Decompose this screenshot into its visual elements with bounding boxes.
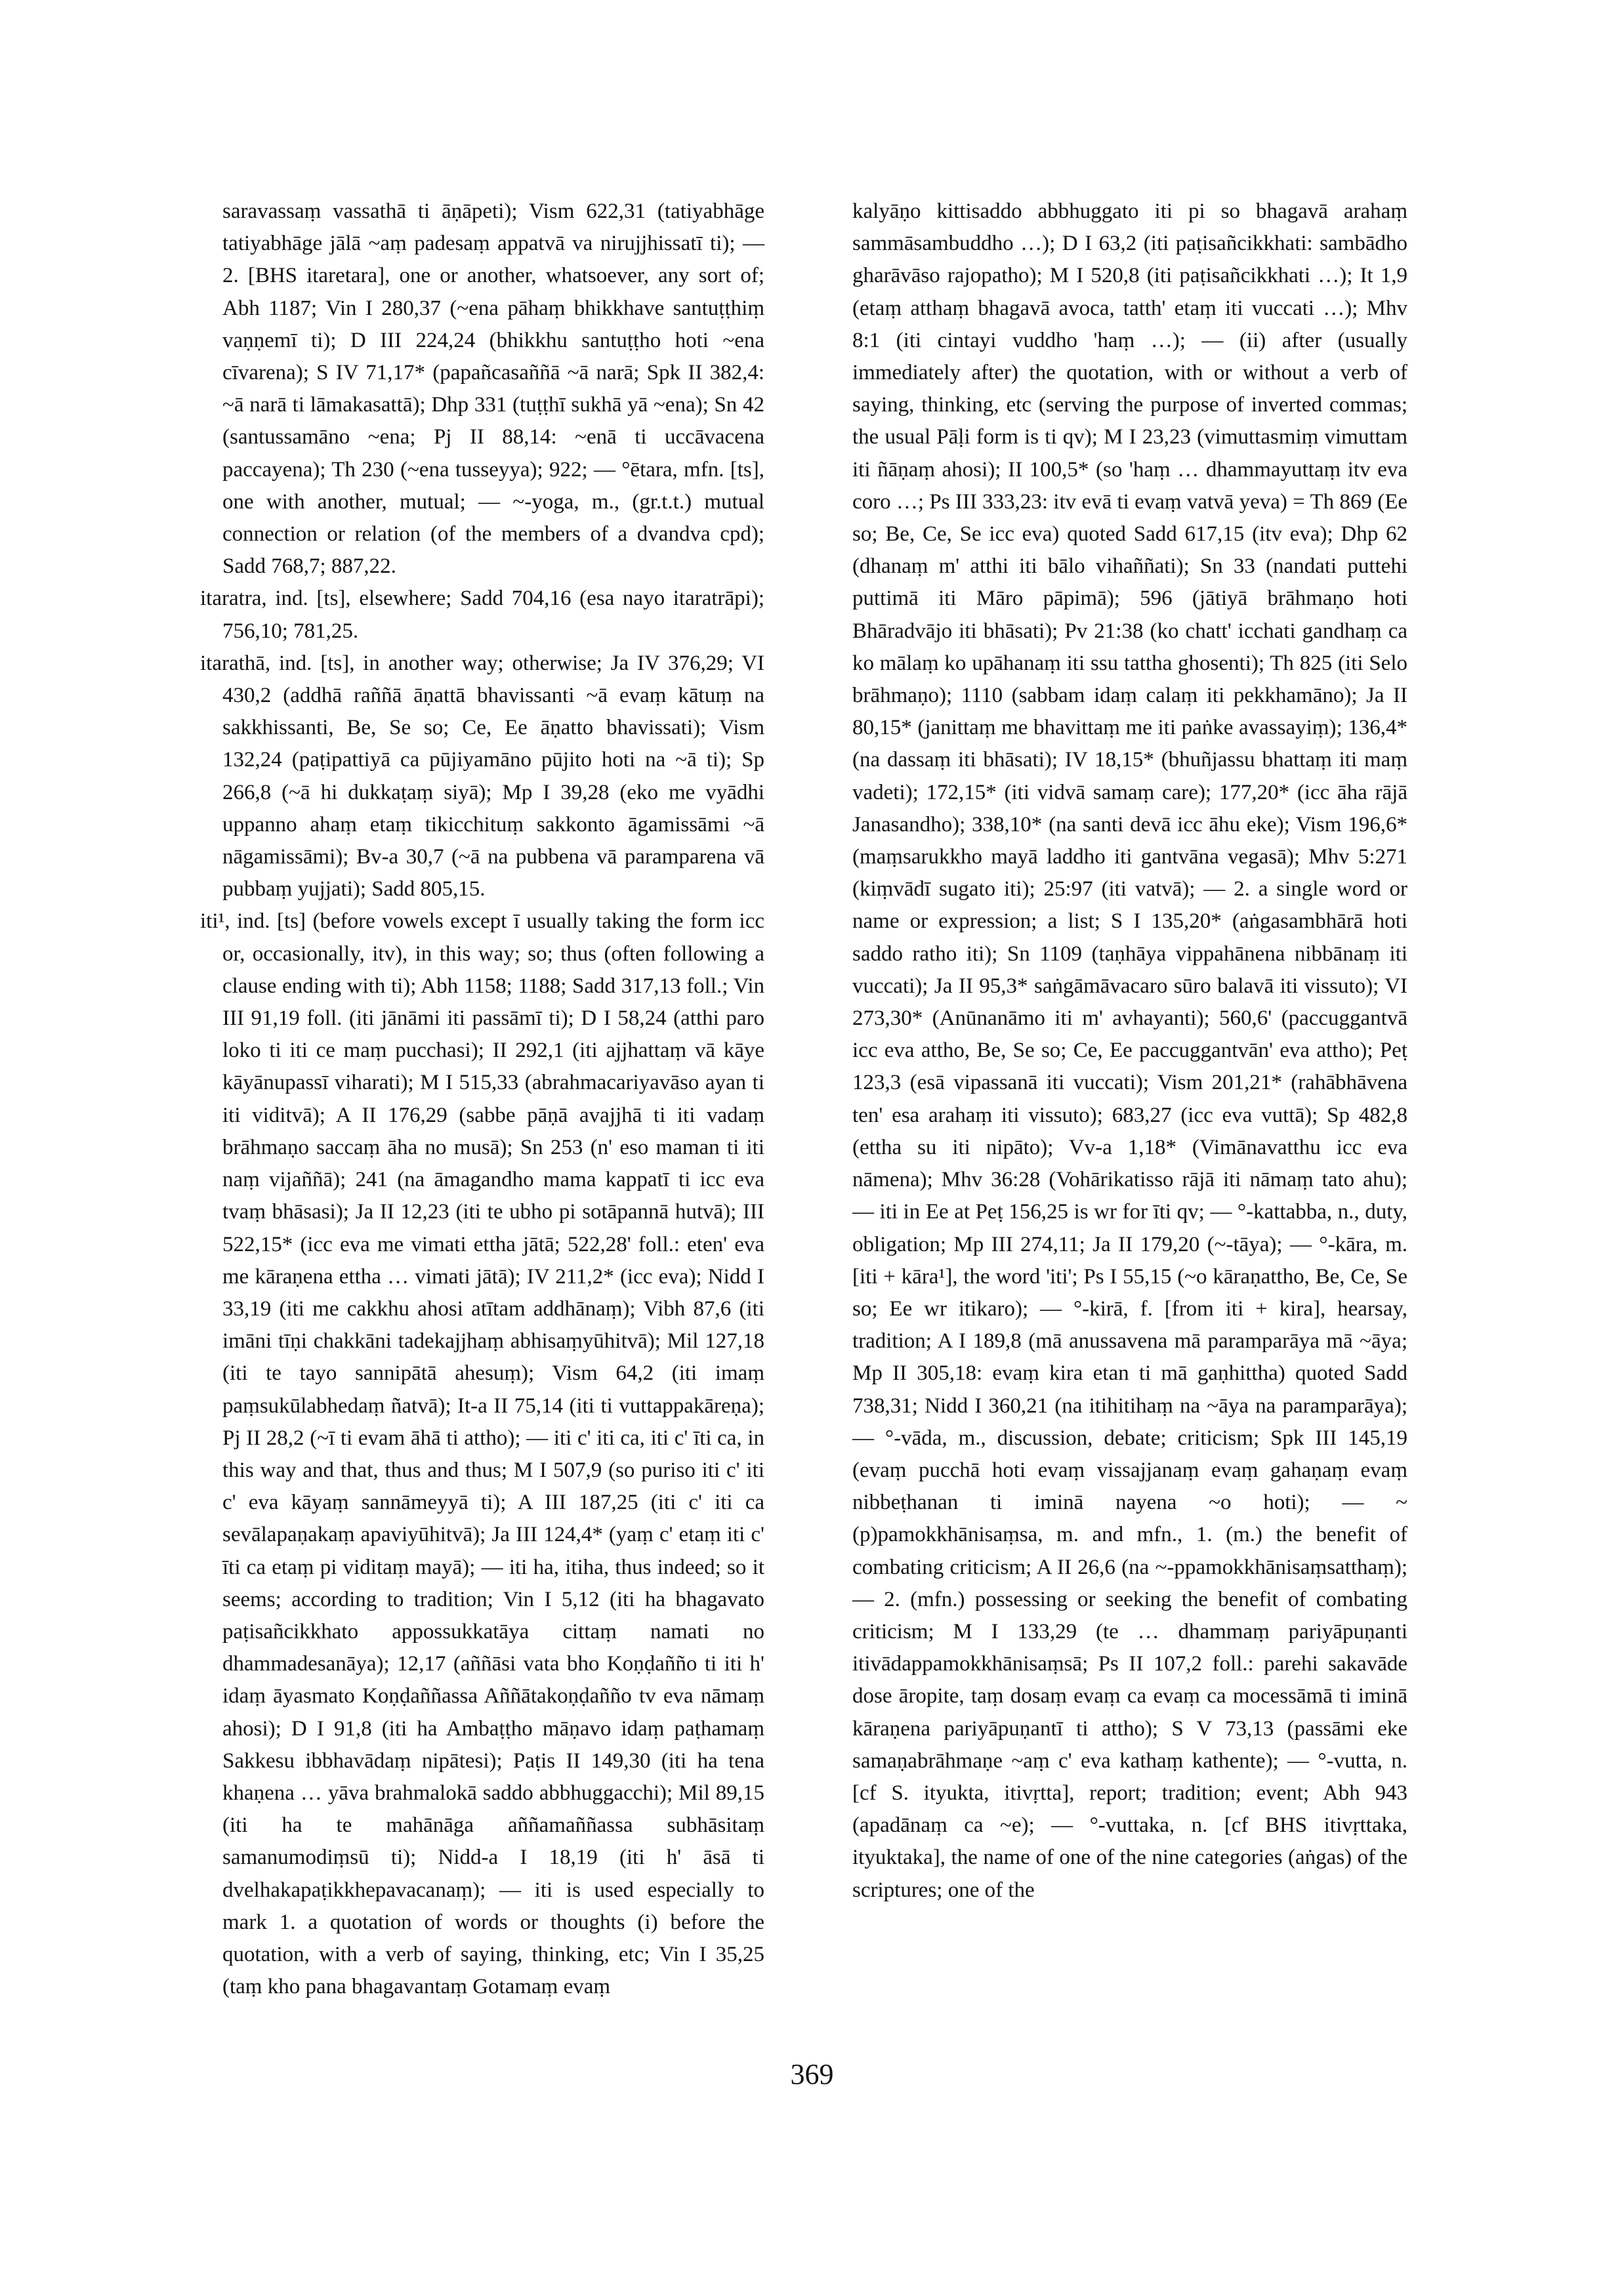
left-column: [200, 196, 764, 2003]
right-continuation-paragraph: kalyāṇo kittisaddo abbhuggato iti pi so bhagavā arahaṃ sammāsambuddho …); D I 63,2 (iti paṭisañcikkhati: sambādho gharāvāso rajopatho); M I 520,8 (iti paṭisañcikkhati …); It 1,9 (etaṃ atthaṃ bhagavā avoca, tatth' etaṃ iti vuccati …); Mhv 8:1 (iti cintayi vuddho 'haṃ …); — (ii) after (usually immediately after) the quotation, with or without a verb of saying, thinking, etc (serving the purpose of inverted commas; the usual Pāḷi form is ti qv); M I 23,23 (vimuttasmiṃ vimuttam iti ñāṇaṃ ahosi); II 100,5* (so 'haṃ … dhammayuttaṃ itv eva coro …; Ps III 333,23: itv evā ti evaṃ vatvā yeva) = Th 869 (Ee so; Be, Ce, Se icc eva) quoted Sadd 617,15 (itv eva); Dhp 62 (dhanaṃ m' atthi iti bālo vihaññati); Sn 33 (nandati puttehi puttimā iti Māro pāpimā); 596 (jātiyā brāhmaṇo hoti Bhāradvājo iti bhāsati); Pv 21:38 (ko chatt' icchati gandhaṃ ca ko mālaṃ ko upāhanaṃ iti ssu tattha ghosenti); Th 825 (iti Selo brāhmaṇo); 1110 (sabbam idaṃ calaṃ iti pekkhamāno); Ja II 80,15* (janittaṃ me bhavittaṃ me iti paṅke avassayiṃ); 136,4* (na dassaṃ iti bhāsati); IV 18,15* (bhuñjassu bhattaṃ iti maṃ vadeti); 172,15* (iti vidvā samaṃ care); 177,20* (icc āha rājā Janasandho); 338,10* (na santi devā icc āhu eke); Vism 196,6* (maṃsarukkho mayā laddho iti gantvāna vegasā); Mhv 5:271 (kiṃvādī sugato iti); 25:97 (iti vatvā); — 2. a single word or name or expression; a list; S I 135,20* (aṅgasambhārā hoti saddo ratho iti); Sn 1109 (taṇhāya vippahānena nibbānaṃ iti vuccati); Ja II 95,3* saṅgāmāvacaro sūro balavā iti vissuto); VI 273,30* (Anūnanāmo iti m' avhayanti); 560,6' (paccuggantvā icc eva attho, Be, Se so; Ce, Ee paccuggantvān' eva attho); Peṭ 123,3 (esā vipassanā iti vuccati); Vism 201,21* (rahābhāvena ten' esa arahaṃ iti vissuto); 683,27 (icc eva vuttā); Sp 482,8 (ettha su iti nipāto); Vv-a 1,18* (Vimānavatthu icc eva nāmena); Mhv 36:28 (Vohārikatisso rājā iti nāmaṃ tato ahu); — iti in Ee at Peṭ 156,25 is wr for īti qv; — °-kattabba, n., duty, obligation; Mp III 274,11; Ja II 179,20 (~-tāya); — °-kāra, m. [iti + kāra¹], the word 'iti'; Ps I 55,15 (~o kāraṇattho, Be, Ce, Se so; Ee wr itikaro); — °-kirā, f. [from iti + kira], hearsay, tradition; A I 189,8 (mā anussavena mā paramparāya mā ~āya; Mp II 305,18: evaṃ kira etan ti mā gaṇhittha) quoted Sadd 738,31; Nidd I 360,21 (na itihitihaṃ na ~āya na paramparāya); — °-vāda, m., discussion, debate; criticism; Spk III 145,19 (evaṃ pucchā hoti evaṃ vissajjanaṃ evaṃ gahaṇaṃ evaṃ nibbeṭhanan ti iminā nayena ~o hoti); — ~(p)pamokkhānisaṃsa, m. and mfn., 1. (m.) the benefit of combating criticism; A II 26,6 (na ~-ppamokkhānisaṃsatthaṃ); — 2. (mfn.) possessing or seeking the benefit of combating criticism; M I 133,29 (te … dhammaṃ pariyāpuṇanti itivādappamokkhānisaṃsā; Ps II 107,2 foll.: parehi sakavāde dose āropite, taṃ dosaṃ evaṃ ca evaṃ ca mocessāmā ti iminā kāraṇena pariyāpuṇantī ti attho); S V 73,13 (passāmi eke samaṇabrāhmaṇe ~aṃ c' eva kathaṃ kathente); — °-vutta, n. [cf S. ityukta, itivṛtta], report; tradition; event; Abh 943 (apadānaṃ ca ~e); — °-vuttaka, n. [cf BHS itivṛttaka, ityuktaka], the name of one of the nine categories (aṅgas) of the scriptures; one of the: [852, 199, 1407, 1902]
entry-itaratha: itarathā, ind. [ts], in another way; otherwise; Ja IV 376,29; VI 430,2 (addhā raññā āṇattā bhavissanti ~ā evaṃ kātuṃ na sakkhissanti, Be, Se so; Ce, Ee āṇatto bhavissati); Vism 132,24 (paṭipattiyā ca pūjiyamāno pūjito hoti na ~ā ti); Sp 266,8 (~ā hi dukkaṭaṃ siyā); Mp I 39,28 (eko me vyādhi uppanno ahaṃ etaṃ tikicchituṃ sakkonto āgamissāmi ~ā nāgamissāmi); Bv-a 30,7 (~ā na pubbena vā paramparena vā pubbaṃ yujjati); Sadd 805,15.: [200, 651, 764, 901]
entry-itaratra: itaratra, ind. [ts], elsewhere; Sadd 704,16 (esa nayo itaratrāpi); 756,10; 781,25.: [200, 587, 764, 643]
entry-iti: iti¹, ind. [ts] (before vowels except ī usually taking the form icc or, occasionally, itv), in this way; so; thus (often following a clause ending with ti); Abh 1158; 1188; Sadd 317,13 foll.; Vin III 91,19 foll. (iti jānāmi iti passāmī ti); D I 58,24 (atthi paro loko ti iti ce maṃ pucchasi); II 292,1 (iti ajjhattaṃ vā kāye kāyānupassī viharati); M I 515,33 (abrahmacariyavāso ayan ti iti viditvā); A II 176,29 (sabbe pāṇā avajjhā ti iti vadaṃ brāhmaṇo saccaṃ āha no musā); Sn 253 (n' eso maman ti iti naṃ vijaññā); 241 (na āmagandho mama kappatī ti icc eva tvaṃ bhāsasi); Ja II 12,23 (iti te ubho pi sotāpannā hutvā); III 522,15* (icc eva me vimati ettha jātā; 522,28' foll.: eten' eva me kāraṇena ettha … vimati jātā); IV 211,2* (icc eva); Nidd I 33,19 (iti me cakkhu ahosi atītam addhānaṃ); Vibh 87,6 (iti imāni tīṇi chakkāni tadekajjhaṃ abhisaṃyūhitvā); Mil 127,18 (iti te tayo sannipātā ahesuṃ); Vism 64,2 (iti imaṃ paṃsukūlabhedaṃ ñatvā); It-a II 75,14 (iti ti vuttappakāreṇa); Pj II 28,2 (~ī ti evam āhā ti attho); — iti c' iti ca, iti c' īti ca, in this way and that, thus and thus; M I 507,9 (so puriso iti c' iti c' eva kāyaṃ sannāmeyyā ti); A III 187,25 (iti c' iti ca sevālapaṇakaṃ apaviyūhitvā); Ja III 124,4* (yaṃ c' etaṃ iti c' īti ca etaṃ pi viditaṃ mayā); — iti ha, itiha, thus indeed; so it seems; according to tradition; Vin I 5,12 (iti ha bhagavato paṭisañcikkhato appossukkatāya cittaṃ namati no dhammadesanāya); 12,17 (aññāsi vata bho Koṇḍañño ti iti h' idaṃ āyasmato Koṇḍaññassa Aññātakoṇḍañño tv eva nāmaṃ ahosi); D I 91,8 (iti ha Ambaṭṭho māṇavo idaṃ paṭhamaṃ Sakkesu ibbhavādaṃ nipātesi); Paṭis II 149,30 (iti ha tena khaṇena … yāva brahmalokā saddo abbhuggacchi); Mil 89,15 (iti ha te mahānāga aññamaññassa subhāsitaṃ samanumodiṃsū ti); Nidd-a I 18,19 (iti h' āsā ti dvelhakapaṭikkhepavacanaṃ); — iti is used especially to mark 1. a quotation of words or thoughts (i) before the quotation, with a verb of saying, thinking, etc; Vin I 35,25 (taṃ kho pana bhagavantaṃ Gotamaṃ evaṃ: [200, 909, 764, 1999]
right-column: [830, 196, 1407, 1907]
page-number: 369: [790, 2058, 834, 2090]
left-continuation-paragraph: saravassaṃ vassathā ti āṇāpeti); Vism 622,31 (tatiyabhāge tatiyabhāge jālā ~aṃ padesaṃ appatvā va nirujjhissatī ti); — 2. [BHS itaretara], one or another, whatsoever, any sort of; Abh 1187; Vin I 280,37 (~ena pāhaṃ bhikkhave santuṭṭhiṃ vaṇṇemī ti); D III 224,24 (bhikkhu santuṭṭho hoti ~ena cīvarena); S IV 71,17* (papañcasaññā ~ā narā; Spk II 382,4: ~ā narā ti lāmakasattā); Dhp 331 (tuṭṭhī sukhā yā ~ena); Sn 42 (santussamāno ~ena; Pj II 88,14: ~enā ti uccāvacena paccayena); Th 230 (~ena tusseyya); 922; — °ētara, mfn. [ts], one with another, mutual; — ~-yoga, m., (gr.t.t.) mutual connection or relation (of the members of a dvandva cpd); Sadd 768,7; 887,22.: [222, 199, 764, 579]
